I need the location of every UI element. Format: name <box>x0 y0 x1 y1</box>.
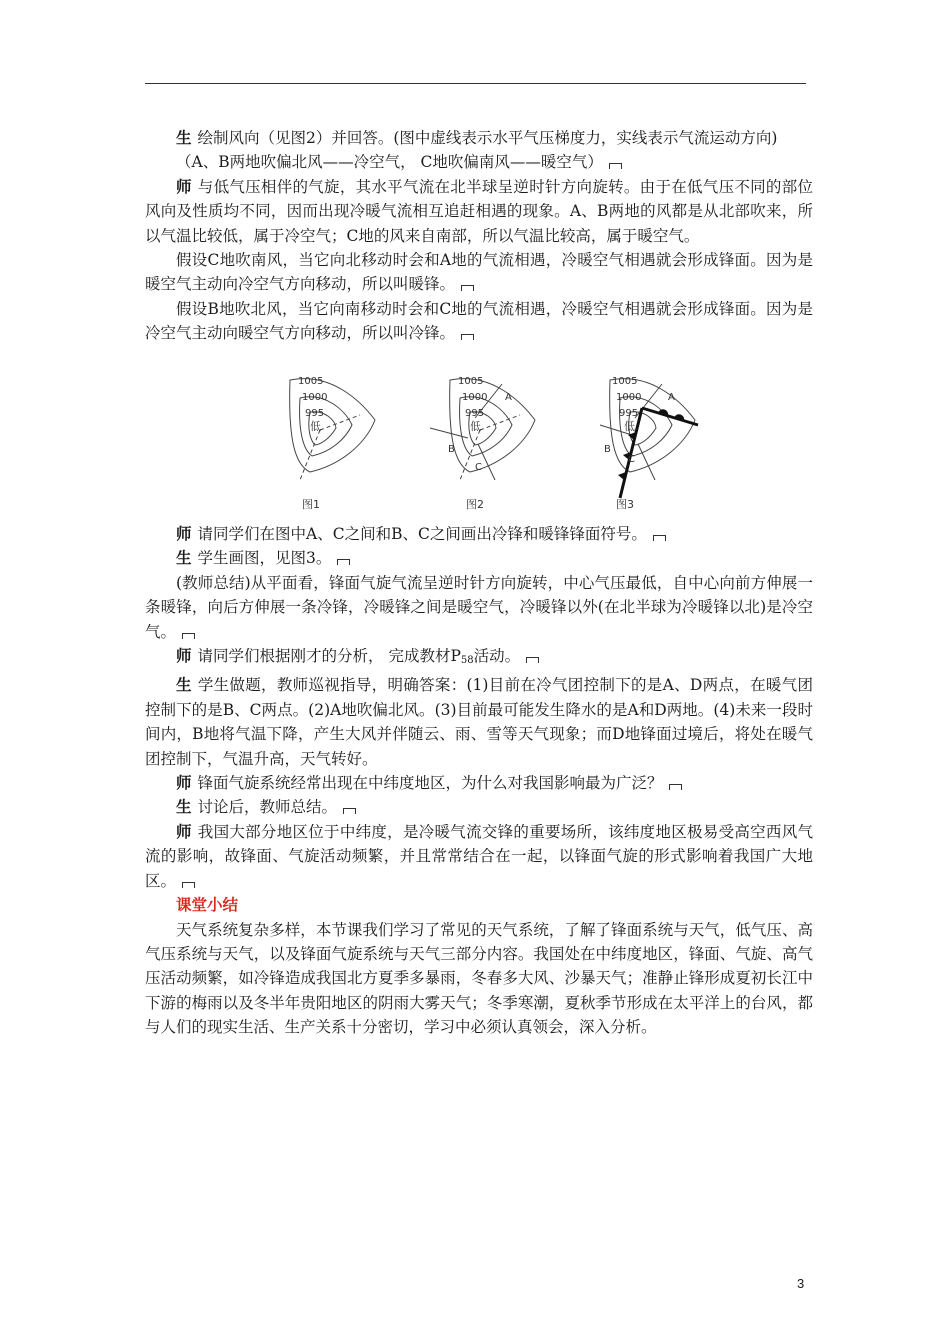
return-mark-icon <box>461 334 474 340</box>
paragraph <box>145 820 813 893</box>
paragraph <box>145 795 813 819</box>
return-mark-icon <box>182 882 195 888</box>
return-mark-icon <box>526 657 539 663</box>
isobar-label-1005: 1005 <box>458 376 484 387</box>
point-b-label: B <box>604 444 611 455</box>
paragraph <box>145 248 813 297</box>
paragraph <box>145 175 813 248</box>
paragraph-text: 绘制风向（见图2）并回答。(图中虚线表示水平气压梯度力，实线表示气流运动方向) <box>197 129 778 147</box>
paragraph-text: 学生画图，见图3。 <box>197 549 332 568</box>
isobar-label-995: 995 <box>465 408 485 419</box>
paragraph <box>145 150 813 174</box>
page-subscript: 58 <box>460 655 474 667</box>
point-b-label: B <box>448 444 455 455</box>
return-mark-icon <box>337 559 350 565</box>
cyclone-figure <box>270 370 710 515</box>
speaker-label: 生 <box>176 798 192 817</box>
speaker-label: 生 <box>176 676 192 695</box>
paragraph <box>145 771 813 795</box>
isobar-label-1000: 1000 <box>616 392 642 403</box>
summary-heading: 课堂小结 <box>176 896 239 915</box>
figure-caption: 图2 <box>466 498 484 511</box>
paragraph <box>145 673 813 771</box>
point-c-label: C <box>628 454 635 465</box>
low-pressure-label: 低 <box>624 420 635 433</box>
speaker-label: 师 <box>176 647 192 666</box>
return-mark-icon <box>653 535 666 541</box>
paragraph-text: 锋面气旋系统经常出现在中纬度地区，为什么对我国影响最为广泛？ <box>197 774 663 793</box>
speaker-label: 生 <box>176 549 192 568</box>
isobar-label-1005: 1005 <box>298 376 324 387</box>
isobar-label-1005: 1005 <box>612 376 638 387</box>
page-number: 3 <box>797 1276 805 1291</box>
paragraph <box>145 297 813 346</box>
point-c-label: C <box>475 462 482 473</box>
paragraph-text: （A、B两地吹偏北风——冷空气， C地吹偏南风——暖空气） <box>176 153 603 172</box>
paragraph-text: 我国大部分地区位于中纬度，是冷暖气流交锋的重要场所，该纬度地区极易受高空西风气流的影响，故锋面、气旋活动频繁，并且常常结合在一起，以锋面气旋的形式影响着我国广大地区。 <box>145 822 813 890</box>
return-mark-icon <box>182 633 195 639</box>
isobar-label-1000: 1000 <box>462 392 488 403</box>
summary-paragraph: 天气系统复杂多样，本节课我们学习了常见的天气系统，了解了锋面系统与天气，低气压、高气压系统与天气，以及锋面气旋系统与天气三部分内容。我国处在中纬度地区，锋面、气旋、高气压活动频繁，如冷锋造成我国北方夏季多暴雨，冬春多大风、沙暴天气；准静止锋形成夏初长江中下游的梅雨以及冬半年贵阳地区的阴雨大雾天气；冬季寒潮，夏秋季节形成在太平洋上的台风，都与人们的现实生活、生产关系十分密切，学习中必须认真领会，深入分析。 <box>145 920 813 1037</box>
paragraph <box>145 126 813 150</box>
speaker-label: 师 <box>176 774 192 793</box>
return-mark-icon <box>669 784 682 790</box>
return-mark-icon <box>343 808 356 814</box>
paragraph-text: 请同学们在图中A、C之间和B、C之间画出冷锋和暖锋锋面符号。 <box>197 525 647 543</box>
isobar-label-995: 995 <box>619 408 639 419</box>
speaker-label: 师 <box>176 822 192 841</box>
speaker-label: 生 <box>176 129 192 147</box>
low-pressure-label: 低 <box>470 420 481 433</box>
speaker-label: 师 <box>176 177 192 196</box>
header-rule <box>145 83 806 84</box>
paragraph-text: 假设C地吹南风，当它向北移动时会和A地的气流相遇，冷暖空气相遇就会形成锋面。因为是暖空气主动向冷空气方向移动，所以叫暖锋。 <box>145 251 813 294</box>
paragraph <box>145 571 813 644</box>
figure-caption: 图1 <box>302 498 320 511</box>
point-a-label: A <box>505 392 512 403</box>
paragraph-text: (教师总结)从平面看，锋面气旋气流呈逆时针方向旋转，中心气压最低，自中心向前方伸展一条暖锋，向后方伸展一条冷锋，冷暖锋之间是暖空气，冷暖锋以外(在北半球为冷暖锋以北)是冷空气。 <box>145 573 813 641</box>
return-mark-icon <box>461 285 474 291</box>
paragraph-text: 请同学们根据刚才的分析， 完成教材P <box>197 647 461 666</box>
speaker-label: 师 <box>176 525 192 543</box>
paragraph <box>145 546 813 570</box>
low-pressure-label: 低 <box>310 420 321 433</box>
paragraph-text: 假设B地吹北风，当它向南移动时会和C地的气流相遇，冷暖空气相遇就会形成锋面。因为是冷空气主动向暖空气方向移动，所以叫冷锋。 <box>145 299 813 343</box>
paragraph-text: 活动。 <box>473 647 521 666</box>
point-a-label: A <box>668 392 675 403</box>
return-mark-icon <box>609 163 622 169</box>
isobar-label-1000: 1000 <box>302 392 328 403</box>
paragraph-text: 与低气压相伴的气旋，其水平气流在北半球呈逆时针方向旋转。由于在低气压不同的部位风向及性质均不同，因而出现冷暖气流相互追赶相遇的现象。A、B两地的风都是从北部吹来，所以气温比较低，属于冷空气；C地的风来自南部，所以气温比较高，属于暖空气。 <box>145 177 813 245</box>
paragraph-text: 讨论后，教师总结。 <box>197 798 338 817</box>
text-block-top <box>145 126 813 346</box>
paragraph <box>145 522 813 546</box>
isobar-label-995: 995 <box>305 408 325 419</box>
text-block-bottom <box>145 522 813 1040</box>
paragraph-text: 学生做题，教师巡视指导，明确答案：(1)目前在冷气团控制下的是A、D两点，在暖气团控制下的是B、C两点。(2)A地吹偏北风。(3)目前最可能发生降水的是A和D两地。(4)未来一段时间内，B地将气温下降，产生大风并伴随云、雨、雪等天气现象；而D地锋面过境后，将处在暖气团控制下，气温升高，天气转好。 <box>145 676 813 768</box>
paragraph <box>145 644 813 673</box>
figure-caption: 图3 <box>616 498 634 511</box>
